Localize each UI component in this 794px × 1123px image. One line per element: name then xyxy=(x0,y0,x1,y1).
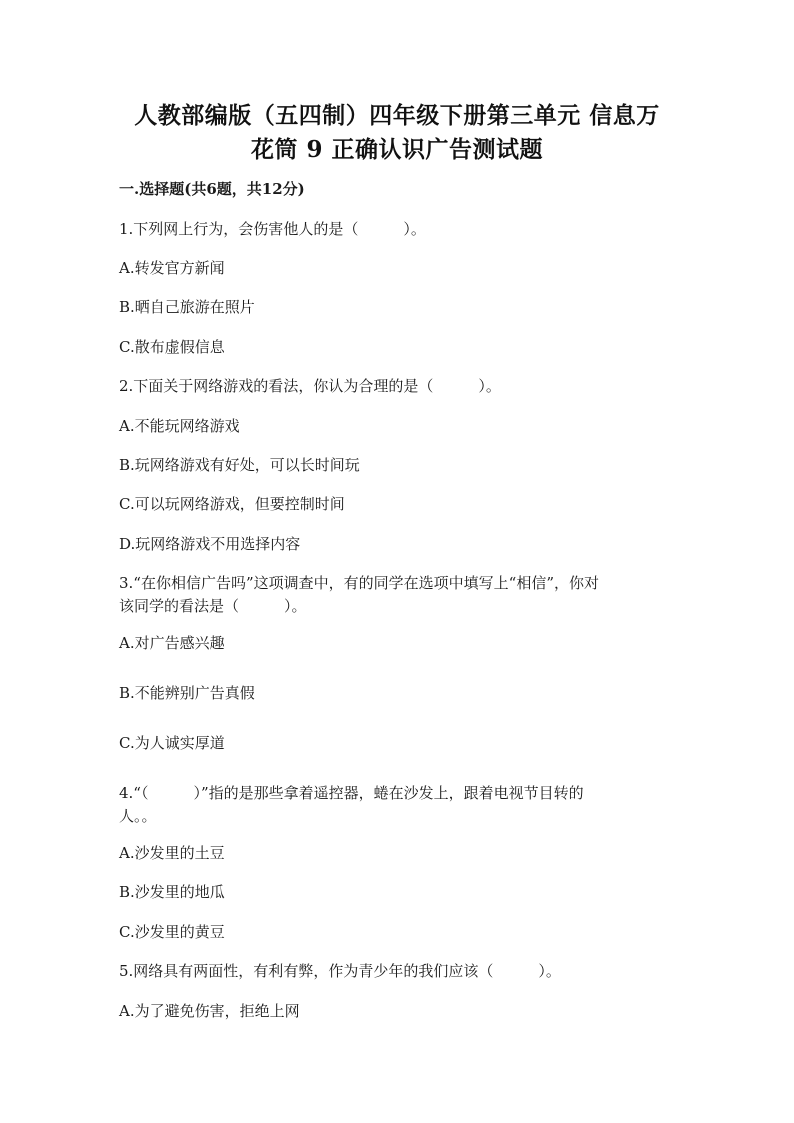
question-4-stem-line-2: 人。。 xyxy=(119,807,157,825)
question-3-option-b: B.不能辨别广告真假 xyxy=(119,684,255,702)
question-3-option-a: A.对广告感兴趣 xyxy=(119,634,225,652)
section-heading: 一.选择题(共6题，共12分) xyxy=(119,180,305,198)
question-3-stem-line-2: 该同学的看法是（ ）。 xyxy=(119,597,307,615)
question-1-option-b: B.晒自己旅游在照片 xyxy=(119,298,255,316)
question-3-stem-line-1: 3.“在你相信广告吗”这项调查中，有的同学在选项中填写上“相信”，你对 xyxy=(119,574,599,592)
question-1-option-a: A.转发官方新闻 xyxy=(119,259,225,277)
question-2-option-a: A.不能玩网络游戏 xyxy=(119,417,240,435)
question-4-option-a: A.沙发里的土豆 xyxy=(119,844,225,862)
question-1-stem: 1.下列网上行为，会伤害他人的是（ ）。 xyxy=(119,220,426,238)
question-4-stem-line-1: 4.“（ ）”指的是那些拿着遥控器，蜷在沙发上，跟着电视节目转的 xyxy=(119,784,584,802)
question-2-option-b: B.玩网络游戏有好处，可以长时间玩 xyxy=(119,456,360,474)
question-2-stem: 2.下面关于网络游戏的看法，你认为合理的是（ ）。 xyxy=(119,377,501,395)
question-2-option-d: D.玩网络游戏不用选择内容 xyxy=(119,535,301,553)
question-3-option-c: C.为人诚实厚道 xyxy=(119,734,225,752)
question-5-option-a: A.为了避免伤害，拒绝上网 xyxy=(119,1002,300,1020)
document-title-line-2: 花筒 9 正确认识广告测试题 xyxy=(250,136,544,163)
question-1-option-c: C.散布虚假信息 xyxy=(119,338,225,356)
question-4-option-b: B.沙发里的地瓜 xyxy=(119,883,225,901)
document-title-line-1: 人教部编版（五四制）四年级下册第三单元 信息万 xyxy=(134,102,660,129)
question-4-option-c: C.沙发里的黄豆 xyxy=(119,923,225,941)
question-5-stem: 5.网络具有两面性，有利有弊，作为青少年的我们应该（ ）。 xyxy=(119,962,561,980)
question-2-option-c: C.可以玩网络游戏，但要控制时间 xyxy=(119,495,345,513)
